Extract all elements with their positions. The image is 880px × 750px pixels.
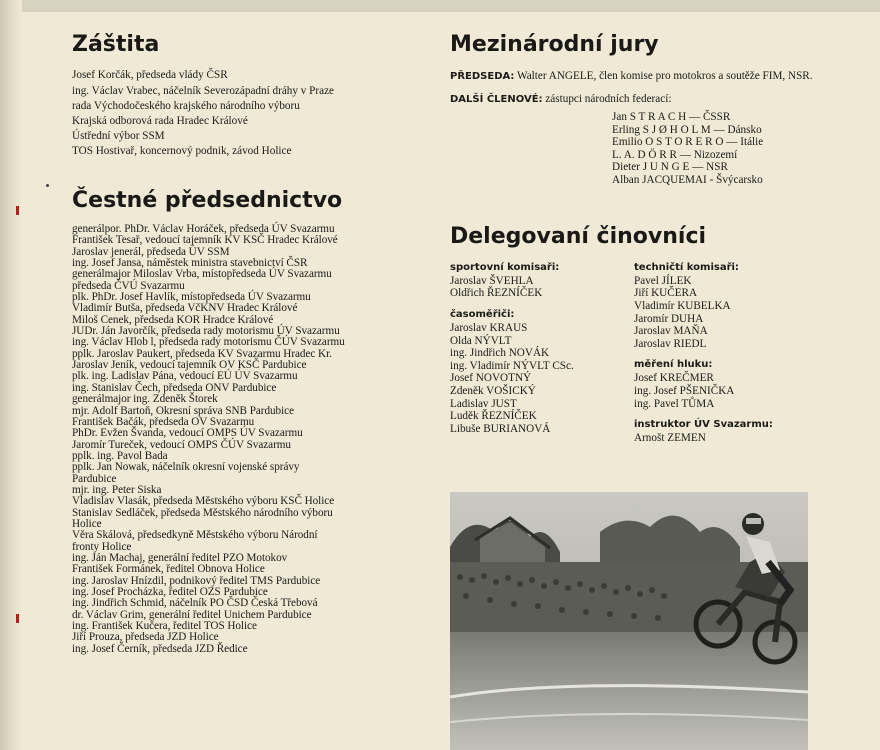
binding-mark xyxy=(16,206,19,215)
official-name: Josef NOVOTNÝ xyxy=(450,372,532,385)
jury-members-label: DALŠÍ ČLENOVÉ: xyxy=(450,94,543,106)
predsednictvo-line: ing. Jindřich Schmid, náčelník PO ČSD Česká Třebová xyxy=(72,597,318,610)
official-name: Ladislav JUST xyxy=(450,397,517,410)
role-names xyxy=(450,275,634,300)
zastita-line: Ústřední výbor SSM xyxy=(72,130,165,143)
official-name: Vladimír KUBELKA xyxy=(634,299,731,312)
predsednictvo-line: ing. Josef Procházka, ředitel OZS Pardubice xyxy=(72,586,268,598)
predsednictvo-line: pplk. Jaroslav Paukert, předseda KV Svazarmu Hradec Kr. xyxy=(72,347,332,360)
jury-members-list xyxy=(612,111,818,186)
official-name: Jaroslav MAŇA xyxy=(634,325,708,338)
role-heading: sportovní komisaři: xyxy=(450,261,560,273)
page-top-strip xyxy=(0,0,880,12)
predsednictvo-line: František Tesař, vedoucí tajemník KV KSČ Hradec Králové xyxy=(72,234,338,247)
jury-members-intro xyxy=(450,91,818,108)
official-name: Zdeněk VOŠICKÝ xyxy=(450,384,536,397)
role-names xyxy=(634,372,818,410)
predsednictvo-line: František Bačák, předseda OV Svazarmu xyxy=(72,415,255,428)
stray-dot xyxy=(46,184,49,187)
predsednictvo-line: František Formánek, ředitel Obnova Holice xyxy=(72,563,265,576)
official-name: ing. Pavel TŮMA xyxy=(634,397,715,410)
jury-chairman-label: PŘEDSEDA: xyxy=(450,71,515,83)
predsednictvo-line: Vladimír Butša, předseda VčKNV Hradec Králové xyxy=(72,302,298,315)
role-names xyxy=(450,322,634,435)
predsednictvo-line: mjr. ing. Peter Siska xyxy=(72,483,162,496)
jury-chairman xyxy=(450,68,818,85)
predsednictvo-line: Vladislav Vlasák, předseda Městského výboru KSČ Holice xyxy=(72,495,335,508)
zastita-line: Krajská odborová rada Hradec Králové xyxy=(72,115,248,127)
predsednictvo-line: Jiří Prouza, předseda JZD Holice xyxy=(72,631,219,644)
jury-chairman-text: Walter ANGELE, člen komise pro motokros a soutěže FIM, NSR. xyxy=(517,70,813,83)
predsednictvo-line: ing. Josef Jansa, náměstek ministra stavebnictví ČSR xyxy=(72,257,308,270)
right-column xyxy=(450,32,818,445)
zastita-line: Josef Korčák, předseda vlády ČSR xyxy=(72,69,228,82)
official-name: Arnošt ZEMEN xyxy=(634,432,706,445)
role-heading: techničtí komisaři: xyxy=(634,261,739,273)
delegovani-heading: Delegovaní činovníci xyxy=(450,224,707,250)
predsednictvo-line: plk. PhDr. Josef Havlík, místopředseda ÚV Svazarmu xyxy=(72,291,311,304)
predsednictvo-line: dr. Václav Grim, generální ředitel Unichem Pardubice xyxy=(72,608,312,621)
motocross-photo-svg xyxy=(450,492,808,750)
predsednictvo-line: pplk. ing. Pavol Bada xyxy=(72,449,168,462)
official-name: Libuše BURIANOVÁ xyxy=(450,422,551,435)
official-name: ing. Josef PŠENIČKA xyxy=(634,384,735,397)
official-name: Pavel JÍLEK xyxy=(634,274,692,287)
zastita-heading: Záštita xyxy=(72,32,160,57)
official-name: ing. Vladimír NÝVLT CSc. xyxy=(450,359,574,372)
zastita-line: rada Východočeského krajského národního výboru xyxy=(72,99,300,112)
jury-members-text: zástupci národních federací: xyxy=(545,93,672,106)
role-names xyxy=(634,275,818,351)
official-name: Jaroslav ŠVEHLA xyxy=(450,274,534,287)
predsednictvo-line: Jaroslav Jeník, vedoucí tajemník OV KSČ Pardubice xyxy=(72,359,307,372)
role-heading: časoměřiči: xyxy=(450,308,515,320)
role-heading: instruktor ÚV Svazarmu: xyxy=(634,419,773,431)
jury-member: L. A. D Ö R R — Nizozemí xyxy=(612,148,738,161)
predsednictvo-line: Holice xyxy=(72,517,102,530)
predsednictvo-line: Jaromír Tureček, vedoucí OMPS ČÚV Svazarmu xyxy=(72,438,291,451)
official-name: Josef KREČMER xyxy=(634,372,714,385)
delegovani-grid xyxy=(450,261,818,445)
predsednictvo-list xyxy=(72,224,437,655)
official-name: Jiří KUČERA xyxy=(634,287,698,300)
jury-heading: Mezinárodní jury xyxy=(450,32,659,57)
predsednictvo-line: mjr. Adolf Bartoň, Okresní správa SNB Pardubice xyxy=(72,404,294,417)
zastita-line: TOS Hostivař, koncernový podnik, závod Holice xyxy=(72,145,292,158)
predsednictvo-line: Miloš Cenek, předseda KOR Hradce Králové xyxy=(72,313,274,326)
predsednictvo-line: plk. ing. Ladislav Pána, vedoucí EÚ ÚV Svazarmu xyxy=(72,370,298,383)
role-heading: měření hluku: xyxy=(634,359,713,371)
zastita-line: ing. Václav Vrabec, náčelník Severozápadní dráhy v Praze xyxy=(72,84,335,97)
jury-member: Dieter J U N G E — NSR xyxy=(612,161,728,174)
predsednictvo-line: předseda ČVÚ Svazarmu xyxy=(72,279,185,292)
predsednictvo-line: Věra Skálová, předsedkyně Městského výboru Národní xyxy=(72,529,318,542)
role-names xyxy=(634,432,818,445)
motocross-photo xyxy=(450,492,808,750)
predsednictvo-line: ing. Václav Hlob l, předseda rady motorismu ČÚV Svazarmu xyxy=(72,336,345,349)
predsednictvo-line: PhDr. Evžen Švanda, vedoucí OMPS ÚV Svazarmu xyxy=(72,427,303,440)
predsednictvo-line: Stanislav Sedláček, předseda Městského národního výboru xyxy=(72,506,333,519)
predsednictvo-line: ing. Ján Machaj, generální ředitel PZO Motokov xyxy=(72,551,288,564)
predsednictvo-line: ing. Stanislav Čech, předseda ONV Pardubice xyxy=(72,381,277,394)
official-name: ing. Jindřich NOVÁK xyxy=(450,347,550,360)
predsednictvo-line: generálmajor Miloslav Vrba, místopředseda ÚV Svazarmu xyxy=(72,268,332,281)
predsednictvo-line: JUDr. Ján Javorčík, předseda rady motorismu ÚV Svazarmu xyxy=(72,325,340,338)
binding-mark xyxy=(16,614,19,623)
official-name: Olda NÝVLT xyxy=(450,334,512,347)
delegovani-left-column xyxy=(450,261,634,445)
jury-member: Alban JACQUEMAI - Švýcarsko xyxy=(612,173,763,186)
predsednictvo-line: generálmajor ing. Zdeněk Štorek xyxy=(72,393,218,406)
predsednictvo-line: generálpor. PhDr. Václav Horáček, předseda ÚV Svazarmu xyxy=(72,223,335,235)
official-name: Oldřich ŘEZNÍČEK xyxy=(450,287,543,300)
predsednictvo-heading: Čestné předsednictvo xyxy=(72,187,343,213)
official-name: Luděk ŘEZNÍČEK xyxy=(450,410,537,423)
official-name: Jaromír DUHA xyxy=(634,312,704,325)
official-name: Jaroslav RIEDL xyxy=(634,337,707,350)
jury-member: Jan S T R A C H — ČSSR xyxy=(612,111,731,124)
left-column xyxy=(72,32,437,655)
predsednictvo-line: ing. Jaroslav Hnízdil, podnikový ředitel TMS Pardubice xyxy=(72,574,321,587)
zastita-list xyxy=(72,68,437,159)
predsednictvo-line: ing. Josef Černík, předseda JZD Ředice xyxy=(72,642,248,655)
jury-member: Erling S J Ø H O L M — Dánsko xyxy=(612,123,762,136)
predsednictvo-line: ing. František Kučera, ředitel TOS Holice xyxy=(72,620,257,633)
page-binding xyxy=(0,0,22,750)
delegovani-right-column xyxy=(634,261,818,445)
predsednictvo-line: Pardubice xyxy=(72,472,117,485)
predsednictvo-line: pplk. Jan Nowak, náčelník okresní vojenské správy xyxy=(72,461,300,474)
predsednictvo-line: Jaroslav jenerál, předseda ÚV SSM xyxy=(72,245,230,258)
jury-member: Emilio O S T O R E R O — Itálie xyxy=(612,136,764,149)
predsednictvo-line: fronty Holice xyxy=(72,540,132,553)
official-name: Jaroslav KRAUS xyxy=(450,321,528,334)
